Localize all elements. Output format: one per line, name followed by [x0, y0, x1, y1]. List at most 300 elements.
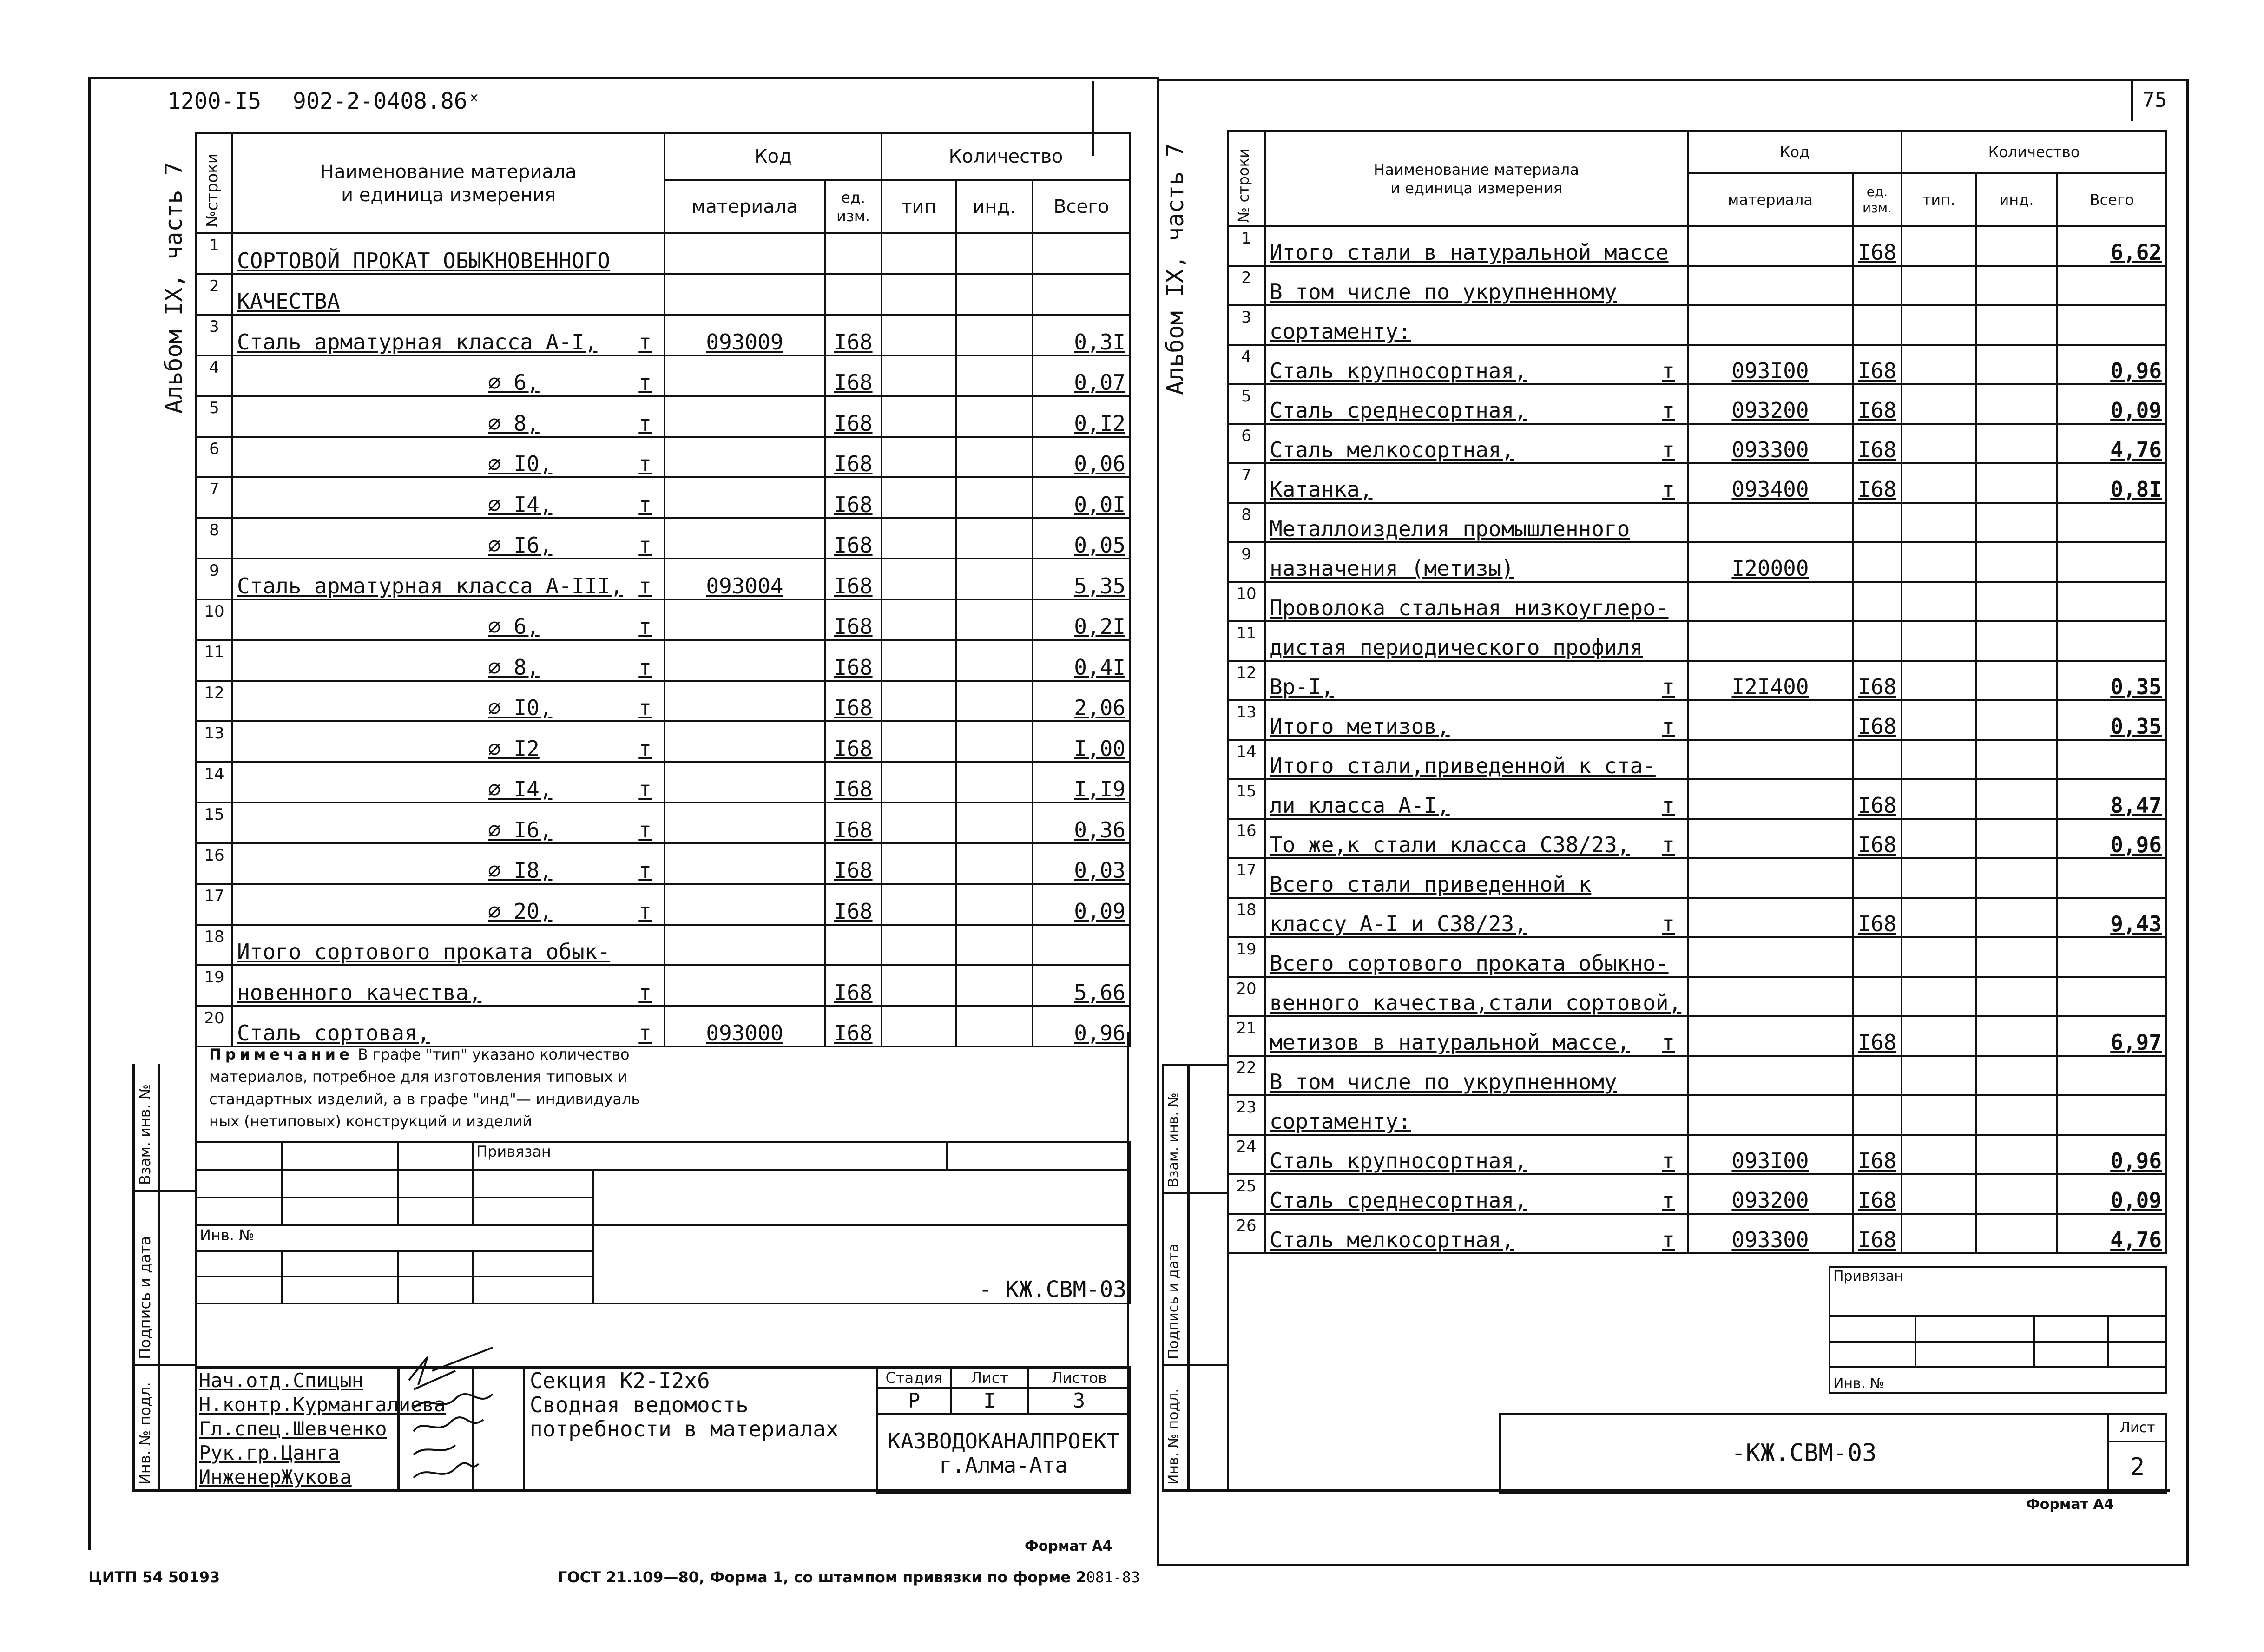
unit: т	[638, 614, 652, 639]
qty-type	[882, 884, 956, 925]
material-name: ли класса А-I, т	[1265, 779, 1688, 819]
role-3: Рук.гр.Цанга	[199, 1441, 340, 1464]
unit-code	[1853, 582, 1902, 621]
right-row	[1228, 937, 2166, 977]
note-label: Примечание	[209, 1046, 353, 1063]
col-qty-total: Всего	[1033, 180, 1130, 233]
material-name: КАЧЕСТВА	[232, 274, 665, 315]
unit: т	[1662, 437, 1675, 462]
unit: т	[638, 777, 652, 802]
material-code	[665, 721, 825, 762]
right-inv-no-label: Инв. №	[1833, 1376, 1885, 1392]
right-row	[1228, 700, 2166, 740]
unit-code: I68	[1853, 345, 1902, 384]
col-qty-group: Количество	[882, 133, 1130, 180]
right-row	[1228, 819, 2166, 858]
left-table-header	[195, 132, 1131, 234]
unit: т	[1662, 1148, 1675, 1173]
stage-sheet-table	[876, 1366, 1131, 1494]
right-row	[1228, 1214, 2166, 1253]
qty-ind	[956, 355, 1033, 396]
side-label-vzam: Взам. инв. №	[136, 1084, 154, 1185]
row-number: 10	[1228, 582, 1265, 621]
qty-total: 9,43	[2057, 898, 2166, 937]
org-city: г.Алма-Ата	[939, 1453, 1068, 1478]
material-name: Итого стали,приведенной к ста-	[1265, 740, 1688, 779]
unit: т	[1662, 911, 1675, 936]
material-name: Сталь мелкосортная, т	[1265, 1214, 1688, 1253]
unit-code: I68	[1853, 424, 1902, 463]
unit: т	[1662, 832, 1675, 857]
qty-total	[2057, 266, 2166, 305]
qty-ind	[956, 843, 1033, 884]
qty-type	[1902, 226, 1976, 266]
material-name: дистая периодического профиля	[1265, 621, 1688, 661]
note-line-3: стандартных изделий, а в графе "инд"— индивидуаль	[209, 1090, 640, 1108]
row-number: 2	[1228, 266, 1265, 305]
col-code-unit-right: ед. изм.	[1853, 173, 1902, 226]
qty-type	[1902, 345, 1976, 384]
doc-code-right: -КЖ.СВМ-03	[1500, 1414, 2108, 1493]
left-side-column-2	[158, 1064, 160, 1492]
stage-label: Стадия	[877, 1367, 951, 1388]
left-table-body	[195, 232, 1131, 1047]
material-name: Сталь крупносортная, т	[1265, 1135, 1688, 1174]
album-label-right: Альбом IX, часть 7	[1162, 143, 1189, 395]
qty-type	[882, 965, 956, 1006]
qty-type	[1902, 1214, 1976, 1253]
material-code	[1688, 819, 1853, 858]
material-code	[1688, 582, 1853, 621]
right-row	[1228, 384, 2166, 424]
role-0: Нач.отд.Спицын	[199, 1369, 364, 1392]
left-row	[196, 1006, 1130, 1047]
page-number: 75	[2142, 88, 2167, 112]
unit-code: I68	[825, 559, 882, 599]
material-name: ∅ I6, т	[232, 803, 665, 843]
unit-code: I68	[825, 477, 882, 518]
qty-type	[882, 925, 956, 966]
row-number: 4	[1228, 345, 1265, 384]
qty-total	[2057, 858, 2166, 898]
material-name: новенного качества, т	[232, 965, 665, 1006]
qty-ind	[1976, 1016, 2057, 1056]
doc-code-left: - КЖ.СВМ-03	[979, 1277, 1127, 1303]
qty-type	[882, 518, 956, 559]
row-number: 25	[1228, 1174, 1265, 1214]
qty-type	[1902, 937, 1976, 977]
unit-code: I68	[1853, 463, 1902, 503]
stamp-title-1: Секция К2-I2х6	[530, 1368, 710, 1393]
row-number: 14	[196, 762, 232, 803]
row-number: 20	[1228, 977, 1265, 1016]
qty-ind	[956, 274, 1033, 315]
qty-total: 0,03	[1033, 843, 1130, 884]
unit-code: I68	[1853, 779, 1902, 819]
stage-value: Р	[877, 1388, 951, 1414]
row-number: 7	[196, 477, 232, 518]
unit: т	[638, 492, 652, 517]
qty-total: 0,96	[2057, 1135, 2166, 1174]
qty-ind	[956, 884, 1033, 925]
qty-ind	[956, 233, 1033, 274]
material-code	[665, 925, 825, 966]
unit-code: I68	[825, 599, 882, 640]
material-code: I2I400	[1688, 661, 1853, 700]
qty-ind	[1976, 384, 2057, 424]
row-number: 20	[196, 1006, 232, 1047]
right-side-label-vzam: Взам. инв. №	[1165, 1093, 1182, 1187]
unit: т	[1662, 1227, 1675, 1252]
material-name: назначения (метизы)	[1265, 542, 1688, 582]
material-name: ∅ 6, т	[232, 355, 665, 396]
qty-total: 5,66	[1033, 965, 1130, 1006]
side-label-podpis: Подпись и дата	[136, 1236, 154, 1359]
left-row	[196, 640, 1130, 681]
material-code	[665, 762, 825, 803]
unit-code: I68	[1853, 226, 1902, 266]
left-row	[196, 233, 1130, 274]
unit: т	[1662, 1188, 1675, 1213]
qty-ind	[956, 396, 1033, 437]
right-row	[1228, 858, 2166, 898]
row-number: 3	[1228, 305, 1265, 345]
unit: т	[1662, 398, 1675, 423]
row-number: 12	[1228, 661, 1265, 700]
right-table-body	[1227, 225, 2167, 1254]
row-number: 11	[1228, 621, 1265, 661]
sheet-value: I	[951, 1388, 1028, 1414]
right-side-column-2	[1187, 1064, 1190, 1492]
qty-ind	[1976, 858, 2057, 898]
qty-total: 0,96	[2057, 819, 2166, 858]
qty-ind	[1976, 740, 2057, 779]
left-row	[196, 843, 1130, 884]
unit-code: I68	[825, 315, 882, 355]
qty-ind	[1976, 700, 2057, 740]
qty-ind	[956, 559, 1033, 599]
qty-total: 6,62	[2057, 226, 2166, 266]
material-code	[1688, 1095, 1853, 1135]
material-code	[665, 843, 825, 884]
material-name: Сталь мелкосортная, т	[1265, 424, 1688, 463]
left-row	[196, 762, 1130, 803]
qty-ind	[1976, 937, 2057, 977]
qty-ind	[956, 681, 1033, 722]
qty-type	[1902, 779, 1976, 819]
material-name: В том числе по укрупненному	[1265, 266, 1688, 305]
right-row	[1228, 305, 2166, 345]
row-number: 15	[196, 803, 232, 843]
unit: т	[638, 858, 652, 883]
row-number: 16	[196, 843, 232, 884]
qty-type	[882, 274, 956, 315]
row-number: 10	[196, 599, 232, 640]
qty-type	[882, 1006, 956, 1047]
material-code: 093009	[665, 315, 825, 355]
qty-total	[2057, 305, 2166, 345]
unit-code	[1853, 937, 1902, 977]
row-number: 6	[1228, 424, 1265, 463]
material-name: Всего сортового проката обыкно-	[1265, 937, 1688, 977]
unit-code: I68	[1853, 1016, 1902, 1056]
unit-code	[1853, 1056, 1902, 1095]
right-row	[1228, 503, 2166, 542]
right-row	[1228, 1056, 2166, 1095]
row-number: 17	[1228, 858, 1265, 898]
qty-type	[1902, 1095, 1976, 1135]
col-qty-total-right: Всего	[2057, 173, 2166, 226]
qty-type	[1902, 266, 1976, 305]
material-name: сортаменту:	[1265, 1095, 1688, 1135]
material-code	[665, 518, 825, 559]
material-name: Итого сортового проката обык-	[232, 925, 665, 966]
qty-total	[2057, 1056, 2166, 1095]
qty-ind	[1976, 1174, 2057, 1214]
qty-total: 0,8I	[2057, 463, 2166, 503]
role-1: Н.контр.Курмангалиева	[199, 1393, 446, 1416]
qty-ind	[1976, 424, 2057, 463]
side-line-2	[132, 1364, 195, 1366]
footer-center: ГОСТ 21.109—80, Форма 1, со штампом привязки по форме 2081-83	[558, 1568, 1140, 1586]
right-side-label-podpis: Подпись и дата	[1165, 1244, 1182, 1359]
qty-type	[882, 396, 956, 437]
qty-ind	[1976, 503, 2057, 542]
material-name: Металлоизделия промышленного	[1265, 503, 1688, 542]
row-number: 5	[1228, 384, 1265, 424]
qty-type	[1902, 740, 1976, 779]
unit-code	[825, 925, 882, 966]
unit-code	[1853, 305, 1902, 345]
material-name: Сталь сортовая, т	[232, 1006, 665, 1047]
left-row	[196, 884, 1130, 925]
stamp-title	[530, 1369, 839, 1441]
side-label-inv-podl: Инв. № подл.	[136, 1382, 154, 1485]
page-number-separator	[2131, 81, 2133, 121]
material-code	[1688, 621, 1853, 661]
unit: т	[638, 451, 652, 476]
role-4: ИнженерЖукова	[199, 1466, 352, 1488]
qty-total: 0,0I	[1033, 477, 1130, 518]
qty-total: 0,35	[2057, 661, 2166, 700]
qty-total: 0,4I	[1033, 640, 1130, 681]
material-name: Итого стали в натуральной массе	[1265, 226, 1688, 266]
right-row	[1228, 345, 2166, 384]
right-side-label-inv-podl: Инв. № подл.	[1165, 1389, 1182, 1485]
unit-code: I68	[825, 721, 882, 762]
row-number: 9	[1228, 542, 1265, 582]
doc-number: 902-2-0408.86ˣ	[293, 88, 481, 114]
qty-total	[2057, 937, 2166, 977]
unit-code: I68	[825, 965, 882, 1006]
qty-type	[882, 599, 956, 640]
unit: т	[638, 898, 652, 924]
qty-total: 0,05	[1033, 518, 1130, 559]
left-row	[196, 721, 1130, 762]
material-name: Итого метизов, т	[1265, 700, 1688, 740]
qty-type	[1902, 384, 1976, 424]
col-row-no: №строки	[196, 133, 232, 233]
qty-total	[2057, 582, 2166, 621]
left-side-column	[132, 1064, 135, 1492]
col-name-right: Наименование материала и единица измерения	[1265, 131, 1688, 226]
material-code	[1688, 740, 1853, 779]
qty-ind	[1976, 1056, 2057, 1095]
qty-type	[1902, 700, 1976, 740]
material-name: СОРТОВОЙ ПРОКАТ ОБЫКНОВЕННОГО	[232, 233, 665, 274]
left-row	[196, 965, 1130, 1006]
qty-type	[882, 681, 956, 722]
qty-type	[882, 355, 956, 396]
col-qty-type-right: тип.	[1902, 173, 1976, 226]
side-line-1	[132, 1190, 195, 1192]
org-name: КАЗВОДОКАНАЛПРОЕКТ	[888, 1428, 1119, 1454]
material-code	[665, 233, 825, 274]
qty-ind	[956, 925, 1033, 966]
qty-total: 2,06	[1033, 681, 1130, 722]
qty-total: 0,96	[1033, 1006, 1130, 1047]
qty-type	[1902, 977, 1976, 1016]
material-name: ∅ 8, т	[232, 640, 665, 681]
qty-total: 4,76	[2057, 424, 2166, 463]
row-number: 22	[1228, 1056, 1265, 1095]
qty-total: 0,I2	[1033, 396, 1130, 437]
row-number: 18	[1228, 898, 1265, 937]
right-row	[1228, 977, 2166, 1016]
material-name: Сталь арматурная класса А-III, т	[232, 559, 665, 599]
row-number: 8	[196, 518, 232, 559]
unit: т	[1662, 1030, 1675, 1055]
left-row	[196, 803, 1130, 843]
sheets-value: 3	[1028, 1388, 1130, 1414]
role-2: Гл.спец.Шевченко	[199, 1417, 387, 1440]
row-number: 15	[1228, 779, 1265, 819]
right-row	[1228, 1174, 2166, 1214]
unit-code: I68	[825, 843, 882, 884]
qty-ind	[1976, 226, 2057, 266]
row-number: 21	[1228, 1016, 1265, 1056]
qty-total: 0,09	[2057, 1174, 2166, 1214]
left-row	[196, 599, 1130, 640]
qty-total: 0,36	[1033, 803, 1130, 843]
row-number: 6	[196, 437, 232, 478]
unit-code: I68	[825, 355, 882, 396]
row-number: 2	[196, 274, 232, 315]
material-code	[665, 681, 825, 722]
row-number: 1	[196, 233, 232, 274]
qty-total	[1033, 925, 1130, 966]
unit-code	[1853, 740, 1902, 779]
material-code: 093I00	[1688, 1135, 1853, 1174]
unit-code: I68	[1853, 819, 1902, 858]
qty-total	[2057, 740, 2166, 779]
qty-ind	[1976, 898, 2057, 937]
row-number: 8	[1228, 503, 1265, 542]
qty-total	[2057, 1095, 2166, 1135]
material-name: Катанка, т	[1265, 463, 1688, 503]
qty-total: 5,35	[1033, 559, 1130, 599]
material-name: Сталь арматурная класса А-I, т	[232, 315, 665, 355]
qty-type	[882, 721, 956, 762]
material-name: ∅ I6, т	[232, 518, 665, 559]
material-code	[665, 640, 825, 681]
material-name: Сталь среднесортная, т	[1265, 384, 1688, 424]
material-name: ∅ I4, т	[232, 477, 665, 518]
right-row	[1228, 1135, 2166, 1174]
material-code	[1688, 503, 1853, 542]
unit: т	[1662, 477, 1675, 502]
qty-type	[882, 437, 956, 478]
unit-code: I68	[825, 803, 882, 843]
material-code	[1688, 937, 1853, 977]
col-code-group-right: Код	[1688, 131, 1902, 173]
right-side-line-1	[1162, 1064, 1227, 1066]
material-name: Сталь крупносортная, т	[1265, 345, 1688, 384]
qty-total	[2057, 977, 2166, 1016]
right-privyazan-label: Привязан	[1833, 1268, 1903, 1284]
right-row	[1228, 1095, 2166, 1135]
material-code	[1688, 700, 1853, 740]
left-row	[196, 477, 1130, 518]
row-number: 7	[1228, 463, 1265, 503]
material-code	[1688, 1016, 1853, 1056]
unit: т	[638, 654, 652, 680]
qty-type	[1902, 621, 1976, 661]
col-qty-ind-right: инд.	[1976, 173, 2057, 226]
right-row	[1228, 266, 2166, 305]
row-number: 18	[196, 925, 232, 966]
stamp-title-2: Сводная ведомость	[530, 1392, 749, 1417]
qty-type	[882, 843, 956, 884]
unit: т	[638, 695, 652, 720]
qty-type	[1902, 1135, 1976, 1174]
unit-code: I68	[825, 640, 882, 681]
material-code	[1688, 226, 1853, 266]
qty-ind	[1976, 1214, 2057, 1253]
signature-scribbles	[400, 1343, 548, 1492]
unit-code: I68	[1853, 898, 1902, 937]
right-sheet-label: Лист	[2108, 1414, 2166, 1441]
material-code	[665, 437, 825, 478]
qty-type	[1902, 661, 1976, 700]
unit-code: I68	[1853, 1135, 1902, 1174]
qty-ind	[956, 721, 1033, 762]
qty-ind	[1976, 266, 2057, 305]
material-code	[1688, 305, 1853, 345]
material-name: В том числе по укрупненному	[1265, 1056, 1688, 1095]
col-qty-type: тип	[882, 180, 956, 233]
qty-total	[2057, 503, 2166, 542]
unit-code	[1853, 977, 1902, 1016]
material-code	[1688, 898, 1853, 937]
qty-ind	[1976, 977, 2057, 1016]
qty-total: 0,3I	[1033, 315, 1130, 355]
qty-total	[1033, 233, 1130, 274]
right-row	[1228, 1016, 2166, 1056]
unit-code: I68	[825, 762, 882, 803]
right-row	[1228, 424, 2166, 463]
col-code-unit: ед. изм.	[825, 180, 882, 233]
qty-type	[1902, 463, 1976, 503]
material-name: ∅ I4, т	[232, 762, 665, 803]
left-privyazka-grid	[195, 1141, 1131, 1304]
qty-type	[882, 803, 956, 843]
qty-ind	[1976, 819, 2057, 858]
qty-total: 0,09	[1033, 884, 1130, 925]
material-code	[665, 884, 825, 925]
note-line-1: В графе "тип" указано количество	[357, 1046, 630, 1063]
right-row	[1228, 621, 2166, 661]
